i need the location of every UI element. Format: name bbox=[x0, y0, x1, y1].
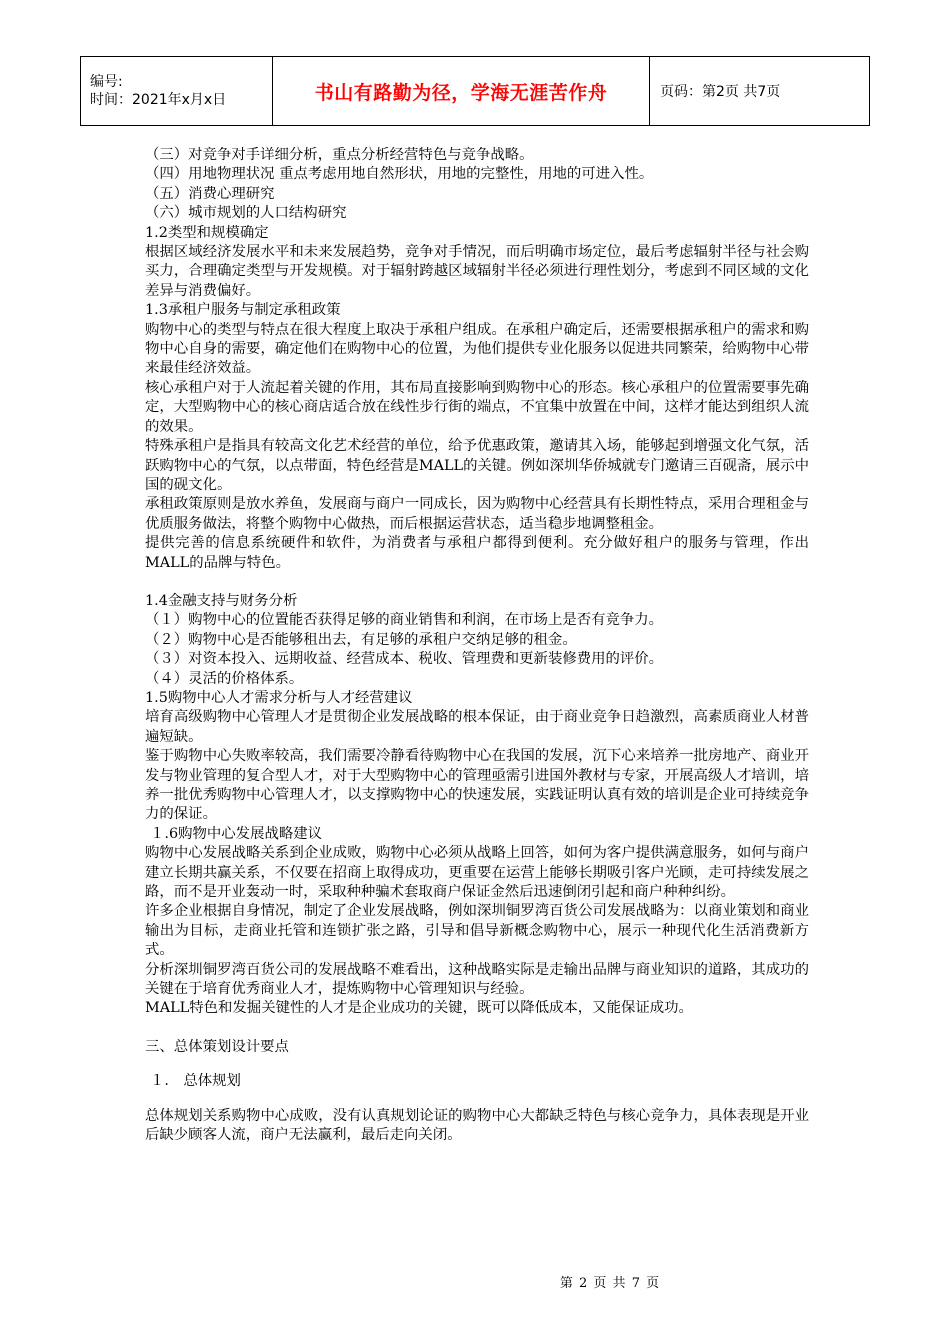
document-header bbox=[80, 56, 870, 126]
document-number-label: 编号: bbox=[90, 74, 123, 90]
document-body bbox=[145, 146, 809, 1146]
section-heading: １.6购物中心发展战略建议 bbox=[150, 825, 323, 842]
paragraph: 根据区域经济发展水平和未来发展趋势，竞争对手情况，而后明确市场定位，最后考虑辐射半径与社会购买力，合理确定类型与开发规模。对于辐射跨越区域辐射半径必须进行理性划分，考虑到不同区域的文化差异与消费偏好。 bbox=[145, 244, 809, 299]
document-date-label: 时间：2021年x月x日 bbox=[90, 92, 227, 108]
subsection-heading: １． 总体规划 bbox=[150, 1073, 241, 1090]
section-heading: 1.5购物中心人才需求分析与人才经营建议 bbox=[145, 689, 413, 706]
paragraph: 特殊承租户是指具有较高文化艺术经营的单位，给予优惠政策，邀请其入场，能够起到增强文化气氛，活跃购物中心的气氛，以点带面，特色经营是MALL的关键。例如深圳华侨城就专门邀请三百砚斋，展示中国的砚文化。 bbox=[145, 438, 809, 493]
header-motto: 书山有路勤为径，学海无涯苦作舟 bbox=[273, 57, 650, 126]
paragraph: 鉴于购物中心失败率较高，我们需要冷静看待购物中心在我国的发展，沉下心来培养一批房地产、商业开发与物业管理的复合型人才，对于大型购物中心的管理亟需引进国外教材与专家，开展高级人才培训，培养一批优秀购物中心管理人才，以支撑购物中心的快速发展，实践证明认真有效的培训是企业可持续竞争力的保证。 bbox=[145, 748, 809, 823]
paragraph: 总体规划关系购物中心成败，没有认真规划论证的购物中心大都缺乏特色与核心竞争力，具体表现是开业后缺少顾客人流，商户无法赢利，最后走向关闭。 bbox=[145, 1107, 809, 1144]
list-item: （２）购物中心是否能够租出去，有足够的承租户交纳足够的租金。 bbox=[145, 631, 577, 648]
list-item: （４）灵活的价格体系。 bbox=[145, 670, 304, 687]
header-page-code: 页码：第2页 共7页 bbox=[650, 57, 870, 126]
list-item: （１）购物中心的位置能否获得足够的商业销售和利润，在市场上是否有竞争力。 bbox=[145, 612, 664, 629]
paragraph: 提供完善的信息系统硬件和软件，为消费者与承租户都得到便利。充分做好租户的服务与管理，作出MALL的品牌与特色。 bbox=[145, 535, 809, 571]
paragraph: 承租政策原则是放水养鱼，发展商与商户一同成长，因为购物中心经营具有长期性特点，采用合理租金与优质服务做法，将整个购物中心做热，而后根据运营状态，适当稳步地调整租金。 bbox=[145, 496, 809, 532]
chapter-heading: 三、总体策划设计要点 bbox=[145, 1038, 289, 1055]
paragraph: （四）用地物理状况 重点考虑用地自然形状，用地的完整性，用地的可进入性。 bbox=[145, 166, 654, 183]
section-heading: 1.2类型和规模确定 bbox=[145, 224, 269, 241]
section-heading: 1.4金融支持与财务分析 bbox=[145, 592, 298, 609]
paragraph: 购物中心的类型与特点在很大程度上取决于承租户组成。在承租户确定后，还需要根据承租户的需求和购物中心自身的需要，确定他们在购物中心的位置，为他们提供专业化服务以促进共同繁荣，给购物中心带来最佳经济效益。 bbox=[145, 321, 809, 377]
paragraph: 购物中心发展战略关系到企业成败，购物中心必须从战略上回答，如何为客户提供满意服务，如何与商户建立长期共赢关系，不仅要在招商上取得成功，更重要在运营上能够长期吸引客户光顾，走可持续发展之路，而不是开业轰动一时，采取种种骗术套取商户保证金然后迅速倒闭引起和商户种种纠纷。 bbox=[145, 845, 809, 901]
paragraph: （五）消费心理研究 bbox=[145, 185, 275, 202]
list-item: （３）对资本投入、远期收益、经营成本、税收、管理费和更新装修费用的评价。 bbox=[145, 651, 664, 668]
paragraph: （六）城市规划的人口结构研究 bbox=[145, 205, 347, 222]
paragraph: MALL特色和发掘关键性的人才是企业成功的关键，既可以降低成本，又能保证成功。 bbox=[145, 1000, 693, 1017]
header-meta-cell bbox=[81, 57, 273, 126]
page-footer: 第 2 页 共 7 页 bbox=[559, 1276, 661, 1291]
paragraph: 培育高级购物中心管理人才是贯彻企业发展战略的根本保证，由于商业竞争日趋激烈，高素质商业人材普遍短缺。 bbox=[145, 709, 809, 745]
paragraph: 许多企业根据自身情况，制定了企业发展战略，例如深圳铜罗湾百货公司发展战略为：以商业策划和商业输出为目标，走商业托管和连锁扩张之路，引导和倡导新概念购物中心，展示一种现代化生活消费新方式。 bbox=[145, 903, 809, 959]
paragraph: 核心承租户对于人流起着关键的作用，其布局直接影响到购物中心的形态。核心承租户的位置需要事先确定，大型购物中心的核心商店适合放在线性步行街的端点，不宜集中放置在中间，这样才能达到组织人流的效果。 bbox=[145, 379, 809, 435]
paragraph: 分析深圳铜罗湾百货公司的发展战略不难看出，这种战略实际是走输出品牌与商业知识的道路，其成功的关键在于培育优秀商业人才，提炼购物中心管理知识与经验。 bbox=[145, 961, 809, 998]
section-heading: 1.3承租户服务与制定承租政策 bbox=[145, 302, 341, 319]
paragraph: （三）对竞争对手详细分析，重点分析经营特色与竞争战略。 bbox=[145, 147, 534, 163]
